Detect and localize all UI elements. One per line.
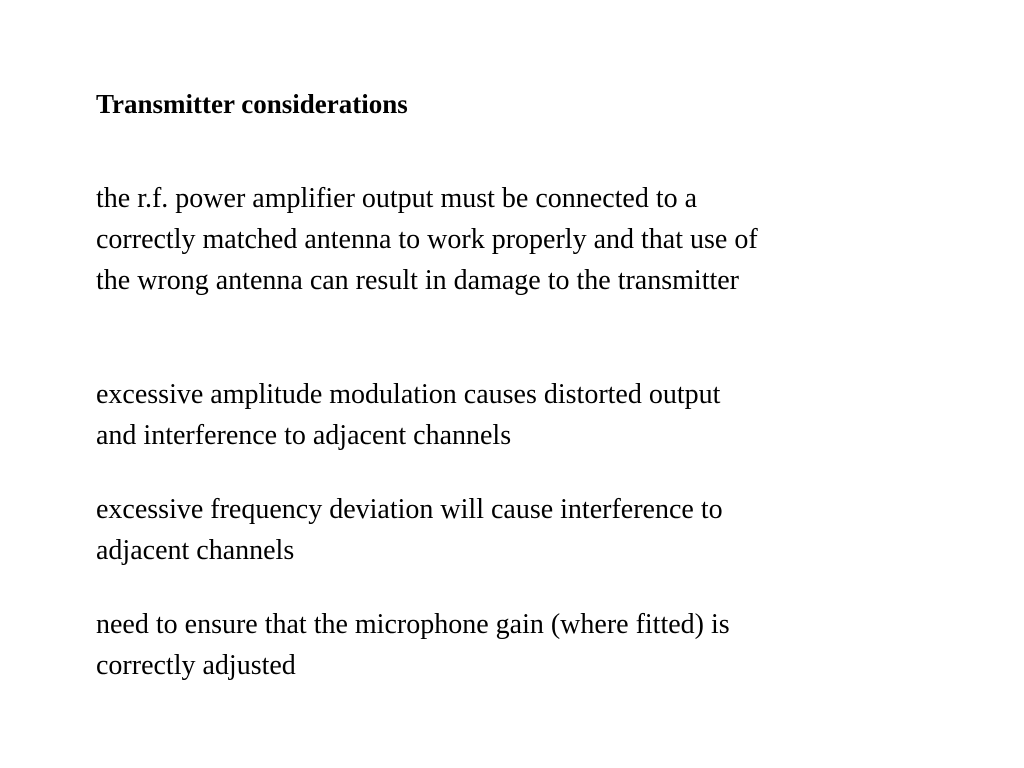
paragraph-amplitude-modulation xyxy=(96,374,926,456)
paragraph-line: adjacent channels xyxy=(96,535,295,566)
paragraph-line: and interference to adjacent channels xyxy=(96,420,512,451)
paragraph-line: correctly matched antenna to work properly and that use of xyxy=(96,224,758,255)
paragraph-line: the wrong antenna can result in damage to the transmitter xyxy=(96,265,740,296)
paragraph-antenna-matching xyxy=(96,178,926,301)
paragraph-line: the r.f. power amplifier output must be connected to a xyxy=(96,183,698,214)
paragraph-line: need to ensure that the microphone gain (where fitted) is xyxy=(96,609,730,640)
paragraph-line: excessive frequency deviation will cause interference to xyxy=(96,494,723,525)
paragraph-line: excessive amplitude modulation causes distorted output xyxy=(96,379,721,410)
slide-title: Transmitter considerations xyxy=(96,89,408,119)
paragraph-line: correctly adjusted xyxy=(96,650,296,681)
paragraph-microphone-gain xyxy=(96,604,926,686)
paragraph-frequency-deviation xyxy=(96,489,926,571)
